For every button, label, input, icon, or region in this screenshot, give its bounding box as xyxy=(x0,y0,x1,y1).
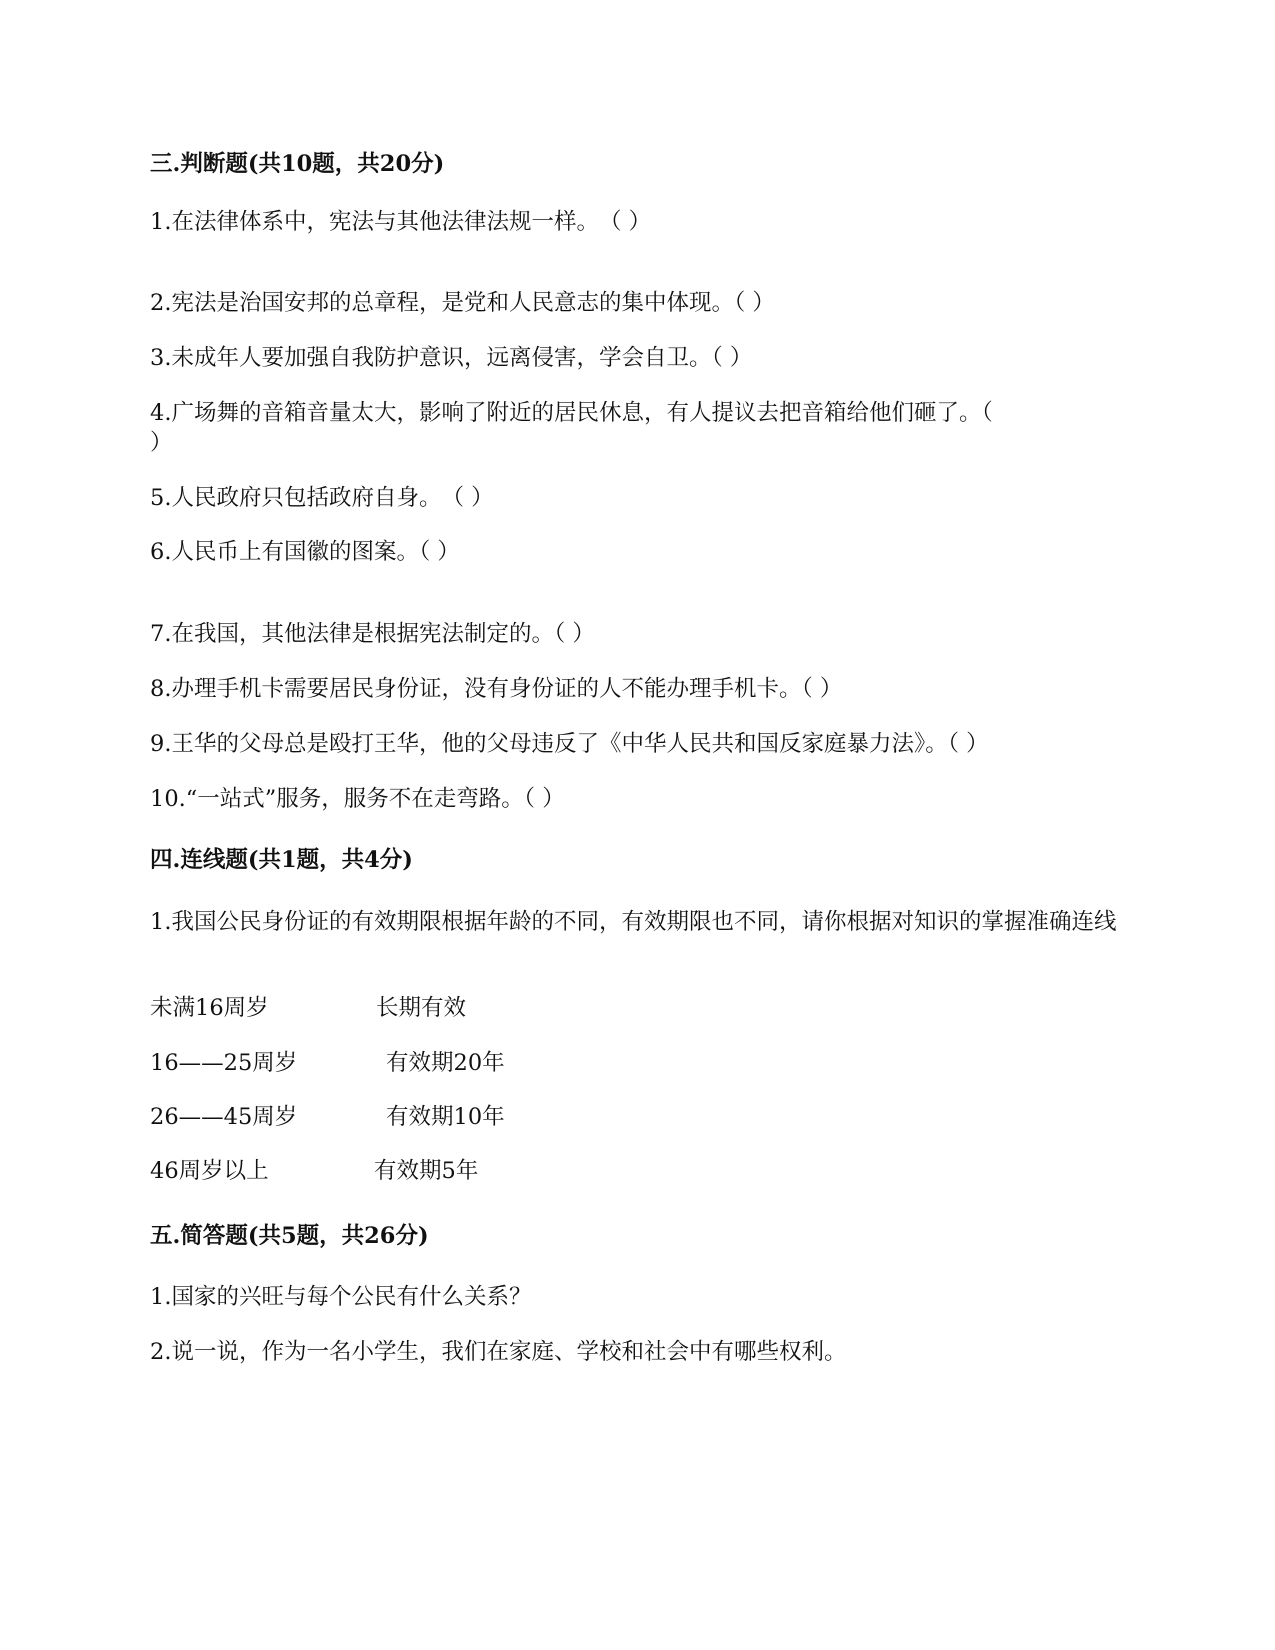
judgement-question-6: 6.人民币上有国徽的图案。（ ） xyxy=(150,539,460,565)
matching-left-item-1: 未满16周岁 xyxy=(150,995,269,1021)
section-4-heading: 四.连线题(共1题，共4分) xyxy=(150,847,413,873)
judgement-question-4: 4.广场舞的音箱音量太大，影响了附近的居民休息，有人提议去把音箱给他们砸了。（ xyxy=(150,400,993,426)
short-answer-question-2: 2.说一说，作为一名小学生，我们在家庭、学校和社会中有哪些权利。 xyxy=(150,1339,847,1365)
short-answer-question-1: 1.国家的兴旺与每个公民有什么关系？ xyxy=(150,1284,532,1310)
matching-right-item-1: 长期有效 xyxy=(376,995,467,1021)
judgement-question-1: 1.在法律体系中，宪法与其他法律法规一样。 （ ） xyxy=(150,209,652,235)
judgement-question-4-continued: ） xyxy=(150,430,173,456)
judgement-question-8: 8.办理手机卡需要居民身份证，没有身份证的人不能办理手机卡。（ ） xyxy=(150,676,843,702)
matching-right-item-4: 有效期5年 xyxy=(374,1158,479,1184)
judgement-question-9: 9.王华的父母总是殴打王华，他的父母违反了《中华人民共和国反家庭暴力法》。（ ） xyxy=(150,731,989,757)
judgement-question-7: 7.在我国，其他法律是根据宪法制定的。（ ） xyxy=(150,621,595,647)
matching-left-item-3: 26——45周岁 xyxy=(150,1104,298,1130)
section-5-heading: 五.简答题(共5题，共26分) xyxy=(150,1223,429,1249)
section-3-heading: 三.判断题(共10题，共20分) xyxy=(150,151,445,177)
judgement-question-2: 2.宪法是治国安邦的总章程，是党和人民意志的集中体现。（ ） xyxy=(150,290,775,316)
judgement-question-5: 5.人民政府只包括政府自身。 （ ） xyxy=(150,485,494,511)
matching-question-1: 1.我国公民身份证的有效期限根据年龄的不同，有效期限也不同，请你根据对知识的掌握准确连线 xyxy=(150,909,1117,935)
matching-right-item-2: 有效期20年 xyxy=(386,1050,505,1076)
judgement-question-10: 10.“一站式”服务，服务不在走弯路。（ ） xyxy=(150,786,565,812)
judgement-question-3: 3.未成年人要加强自我防护意识，远离侵害，学会自卫。（ ） xyxy=(150,345,753,371)
matching-right-item-3: 有效期10年 xyxy=(386,1104,505,1130)
matching-left-item-2: 16——25周岁 xyxy=(150,1050,298,1076)
matching-left-item-4: 46周岁以上 xyxy=(150,1158,269,1184)
